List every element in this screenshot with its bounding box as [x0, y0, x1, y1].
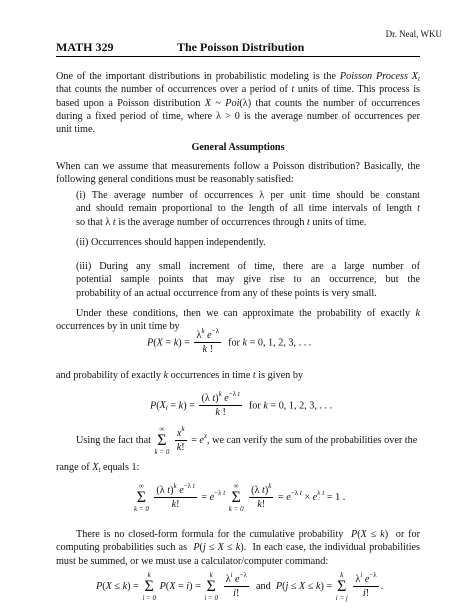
assumptions-lead	[56, 160, 420, 187]
sum-identity-line: Using the fact that ∞ Σ k = 0 $\frac{x^k}{k!}$ = $e^x$, we can verify the sum of the probabilities over the	[76, 424, 418, 456]
cumulative-line-2: computing probabilities such as P(j ≤ X ≤ k). In each case, the individual probabilities	[56, 542, 421, 554]
header-rule	[56, 56, 420, 57]
course-code: MATH 329	[56, 40, 114, 54]
conditions-line-1: Under these conditions, then we can approximate the probability of exactly k	[76, 308, 420, 319]
cumulative-paragraph	[56, 528, 420, 568]
item1-line-1: (i) The average number of occurrences λ per unit time should be constant	[76, 190, 420, 201]
intro-line-2: that counts the number of occurrences over a period of t units of time. This process is	[56, 84, 420, 96]
assumption-item-3	[76, 260, 420, 300]
cumulative-line-3: must be summed, or we must use a calculator/computer command:	[56, 555, 329, 567]
assumption-item-1	[76, 189, 420, 229]
pmf-fraction: $\frac{\lambda^k e^{-\lambda}}{k !}$	[196, 327, 219, 355]
range-line: range of $X_t$ equals 1:	[56, 462, 140, 474]
item3-line-1: (iii) During any small increment of time, there are a large number of	[76, 261, 420, 272]
conditions-line-2: occurrences by in unit time by	[56, 321, 180, 333]
item3-line-2: potential sample points that may give rise to an occurrence, but the	[76, 274, 420, 286]
lead-line-2: following general conditions must be reasonably satisfied:	[56, 174, 294, 186]
page-title: The Poisson Distribution	[177, 40, 305, 54]
assumption-item-2	[76, 236, 420, 249]
intro-line-3: based upon a Poisson distribution X ~ Poi(λ) that counts the number of occurrences	[56, 97, 421, 109]
lead-line-1: When can we assume that measurements follow a Poisson distribution? Basically, the	[56, 161, 420, 172]
section-heading: General Assumptions	[191, 142, 285, 153]
equation-cumulative: P(X ≤ k) = k Σ i = 0 P(X = i) = k Σ i = 0 $\frac{\lambda^i e^{-\lambda}}{i!}$ and P(j ≤ X ≤ k) = k Σ i = j $\frac{\lambda^i e^{-\lambda}}{i!}$ .	[96, 570, 384, 602]
item1-line-2: and should remain proportional to the length of all time intervals of length t	[76, 203, 420, 215]
cumulative-line-1: There is no closed-form formula for the cumulative probability P(X ≤ k) or for	[76, 529, 421, 540]
intro-paragraph	[56, 70, 420, 136]
process-fraction: $\frac{(\lambda t)^k e^{-\lambda t}}{k !}$	[201, 390, 240, 418]
item3-line-3: probability of an actual occurrence from any of these points is very small.	[76, 287, 377, 299]
equation-poisson-pmf: P(X = k) = $\frac{\lambda^k e^{-\lambda}}{k !}$ for k = 0, 1, 2, 3, . . .	[147, 327, 312, 355]
intro-line-1: One of the important distributions in probabilistic modeling is the Poisson Process $X_t$	[56, 71, 420, 83]
author-line: Dr. Neal, WKU	[385, 29, 442, 39]
between-line: and probability of exactly k occurrences in time t is given by	[56, 370, 304, 381]
equation-process-pmf: $P(X_t = k)$ = $\frac{(\lambda t)^k e^{-\lambda t}}{k !}$ for k = 0, 1, 2, 3, . . .	[150, 390, 333, 418]
item1-line-3: so that λ t is the average number of occurrences through t units of time.	[76, 216, 367, 228]
intro-line-5: unit time.	[56, 124, 96, 136]
sum-symbol: ∞ Σ k = 0	[154, 425, 170, 456]
series-fraction: $\frac{x^k}{k!}$	[176, 424, 185, 453]
item2-line: (ii) Occurrences should happen independently.	[76, 237, 266, 248]
equation-sum-to-one: ∞ Σ k = 0 $\frac{(\lambda t)^k e^{-\lambda t}}{k!}$ = $e^{-\lambda t}$ ∞ Σ k = 0 $\frac{(\lambda t)^k}{k!}$ = $e^{-\lambda t} \times e^{\lambda t} = 1$ .	[134, 481, 346, 513]
intro-line-4: during a fixed period of time, where λ > 0 is the average number of occurrences per	[56, 110, 420, 122]
